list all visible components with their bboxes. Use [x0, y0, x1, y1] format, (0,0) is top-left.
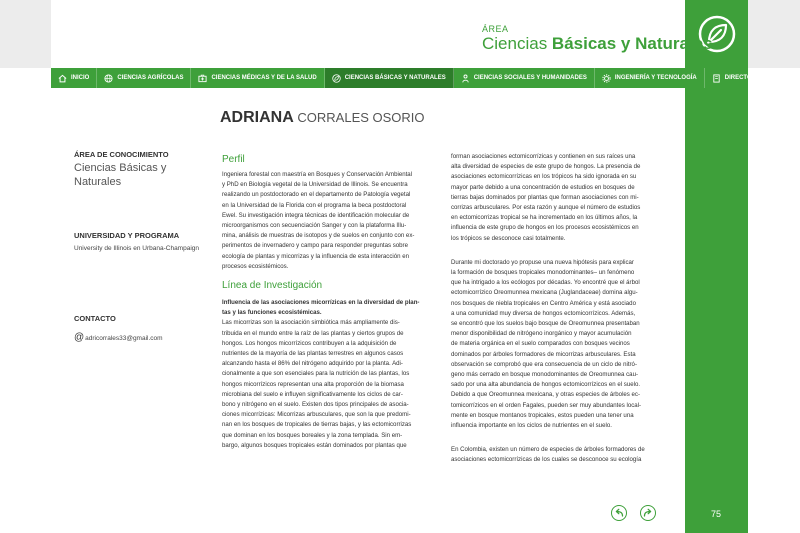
text-line: ciones micorrízicas: Micorrizas arbusculares, que son la que predomi-	[222, 411, 411, 419]
text-line: mente en bosque montanos tropicales, estos pueden una tener una	[451, 411, 634, 419]
contact-label: CONTACTO	[74, 314, 116, 323]
profile-name	[220, 109, 425, 127]
last-name: CORRALES OSORIO	[293, 110, 425, 125]
text-line: forman asociaciones ectomicorrízicas y contienen en sus raíces una	[451, 153, 636, 160]
text-line: alcanzando hasta el 86% del nitrógeno adquirido por la planta. Adi-	[222, 360, 403, 368]
right-column	[451, 152, 653, 466]
leaf-icon	[332, 74, 341, 83]
text-line: mina, análisis de muestras de isotopos y de suelos en conjunto con ex-	[222, 232, 415, 240]
nav-label: INGENIERÍA Y TECNOLOGÍA	[614, 75, 697, 81]
page-number: 75	[710, 509, 721, 519]
knowledge-area-label: ÁREA DE CONOCIMIENTO	[74, 150, 169, 159]
text-line: a una comunidad muy diversa de hongos ectomicorrízicos. Además,	[451, 309, 636, 317]
nav-item-ciencias-agricolas[interactable]	[97, 68, 191, 88]
nav-label: CIENCIAS BÁSICAS Y NATURALES	[344, 75, 446, 81]
forward-arrow-icon	[643, 508, 653, 518]
nav-item-directorio[interactable]	[705, 68, 771, 88]
text-line: ecología de plantas y micorrizas y la influencia de esta interacción en	[222, 252, 409, 260]
nav-item-ciencias-sociales[interactable]	[454, 68, 595, 88]
nav-item-ingenieria[interactable]	[595, 68, 705, 88]
text-line: dominados por árboles formadores de micorrizas arbusculares. Esta	[451, 350, 636, 358]
text-line: Influencia de las asociaciones micorrízicas en la diversidad de plan-	[222, 299, 420, 307]
text-line: que ha intrigado a los ecólogos por décadas. Yo encontré que el árbol	[451, 279, 640, 287]
text-line: los trópicos se desconoce casi totalmente.	[451, 234, 566, 242]
text-line: hongos. Los hongos micorrízicos contribuyen a la adquisición de	[222, 339, 397, 347]
text-line: nan en los bosques de tropicales de tierras bajas, y las ectomicorrizas	[222, 421, 412, 429]
text-line: tas y las funciones ecosistémicas.	[222, 309, 322, 317]
text-line: bono y nitrógeno en el suelo. Existen dos tipos principales de asocia-	[222, 401, 409, 409]
at-icon: @	[74, 332, 85, 343]
university-value: University de Illinois en Urbana-Champaign	[74, 245, 200, 252]
gear-icon	[602, 74, 611, 83]
nav-item-ciencias-medicas[interactable]	[191, 68, 324, 88]
text-line: Las micorrizas son la asociación simbiótica más ampliamente dis-	[222, 319, 400, 327]
person-icon	[461, 74, 470, 83]
next-page-button[interactable]	[640, 505, 656, 521]
text-line: en ectomicorrizas tropical se ha incrementado en los últimos años, la	[451, 214, 638, 222]
contact-row	[74, 333, 214, 343]
knowledge-area-value: Ciencias Básicas y Naturales	[74, 162, 167, 188]
text-line: Durante mi doctorado yo propuse una nueva hipótesis para explicar	[451, 258, 634, 266]
paragraph-1	[451, 152, 653, 244]
text-line: realizando un postdoctorado en el departamento de Patología vegetal	[222, 191, 411, 199]
nav-label: DIRECTORIO	[724, 75, 763, 81]
text-line: En Colombia, existen un número de especies de árboles formadores de	[451, 446, 645, 454]
text-line: procesos ecosistémicos.	[222, 262, 289, 270]
text-line: Ingeniera forestal con maestría en Bosques y Conservación Ambiental	[222, 171, 413, 178]
paragraph-2	[451, 258, 653, 431]
text-line: cionalmente a que son esenciales para la nutrición de las plantas, los	[222, 370, 410, 378]
text-line: tierras bajas dominados por plantas que forman asociaciones con mi-	[451, 193, 639, 201]
prev-page-button[interactable]	[611, 505, 627, 521]
text-line: bargo, algunos bosques tropicales están dominados por plantas que	[222, 441, 407, 449]
perfil-text	[222, 170, 424, 272]
main-nav	[51, 68, 763, 88]
nav-item-inicio[interactable]	[51, 68, 97, 88]
text-line: tomicorrízicos en el orden Fagales, pueden ser muy abundantes local-	[451, 401, 642, 409]
text-line: sado por una alta abundancia de hongos ectomicorrízicos en el suelo.	[451, 381, 641, 389]
area-name-prefix: Ciencias	[482, 34, 552, 53]
text-line: menor disponibilidad de nitrógeno inorgánico y mayor acumulación	[451, 330, 632, 338]
text-line: Debido a que Oreomunnea mexicana, y otras especies de árboles ec-	[451, 391, 641, 399]
text-line: alta diversidad de especies de este grupo de hongos. La presencia de	[451, 163, 641, 171]
linea-title	[222, 298, 424, 318]
nav-label: CIENCIAS MÉDICAS Y DE LA SALUD	[211, 75, 317, 81]
medkit-icon	[198, 74, 207, 83]
perfil-heading: Perfil	[222, 154, 245, 165]
text-line: influencia importante en los ciclos de nutrientes en el suelo.	[451, 422, 612, 430]
nav-item-ciencias-basicas[interactable]	[325, 68, 454, 88]
book-icon	[712, 74, 721, 83]
text-line: en la Universidad de la Florida con el programa la beca postdoctoral	[222, 201, 407, 209]
text-line: se encontró que los suelos bajo bosque de Oreomunnea presentaban	[451, 320, 640, 328]
text-line: hongos micorrízicos representan una alta proporción de la biomasa	[222, 380, 404, 388]
home-icon	[58, 74, 67, 83]
university-label: UNIVERSIDAD Y PROGRAMA	[74, 231, 180, 240]
text-line: perimentos de invernadero y campo para responder preguntas sobre	[222, 242, 408, 250]
text-line: nutrientes de la mayoría de las plantas terrestres en algunos casos	[222, 350, 404, 358]
text-line: asociaciones ectomicorrízicas en los trópicos ha sido ignorada en su	[451, 173, 637, 181]
profile-sidebar	[74, 150, 214, 343]
area-name-bold: Básicas y Naturales	[551, 34, 713, 53]
text-line: asociaciones ectomicorrízicas de los cuales se desconoce su ecología	[451, 456, 642, 464]
paragraph-3	[451, 445, 653, 465]
linea-text	[222, 318, 424, 451]
text-line: ectomicorrízico Oreomunnea mexicana (Juglandaceae) domina algu-	[451, 289, 638, 297]
globe-icon	[104, 74, 113, 83]
text-line: y PhD en Biología vegetal de la Universidad de Illinois. Se encuentra	[222, 181, 408, 189]
text-line: que dominan en los bosques boreales y la zona templada. Sin em-	[222, 431, 403, 439]
text-line: microbiana del suelo e influyen significativamente los ciclos de car-	[222, 390, 403, 398]
first-name: ADRIANA	[220, 109, 294, 126]
area-label: ÁREA	[482, 24, 509, 34]
text-line: Ewel. Su investigación integra técnicas de identificación molecular de	[222, 211, 410, 219]
contact-email[interactable]: adricorrales33@gmail.com	[85, 334, 163, 342]
middle-column	[222, 154, 424, 451]
text-line: tribuida en el mundo entre la raíz de las plantas y ciertos grupos de	[222, 329, 404, 337]
text-line: la formación de bosques tropicales monodominantes– un fenómeno	[451, 269, 635, 277]
linea-heading: Línea de Investigación	[222, 280, 323, 292]
text-line: de materia orgánica en el suelo comparados con bosques vecinos	[451, 340, 630, 348]
area-title	[482, 24, 713, 54]
text-line: influencia de este grupo de hongos en los procesos ecosistémicos en	[451, 224, 639, 232]
back-arrow-icon	[614, 508, 624, 518]
text-line: mayor parte debido a una concentración de estudios en bosques de	[451, 183, 635, 191]
text-line: microorganismos con secuenciación Sanger y con la plataforma Illu-	[222, 222, 407, 230]
text-line: observación se comprobó que era consecuencia de un ciclo de nitró-	[451, 360, 637, 368]
text-line: corrizas arbusculares. Por esta razón y aunque el número de estudios	[451, 204, 641, 212]
area-name	[482, 34, 713, 54]
nav-label: INICIO	[71, 75, 90, 81]
text-line: geno más cerrado en bosque monodominantes de Oreomunnea cau-	[451, 371, 638, 379]
text-line: nos bosques de niebla tropicales en Centro América y está asociado	[451, 299, 636, 307]
nav-label: CIENCIAS AGRÍCOLAS	[117, 75, 184, 81]
nav-label: CIENCIAS SOCIALES Y HUMANIDADES	[473, 75, 587, 81]
